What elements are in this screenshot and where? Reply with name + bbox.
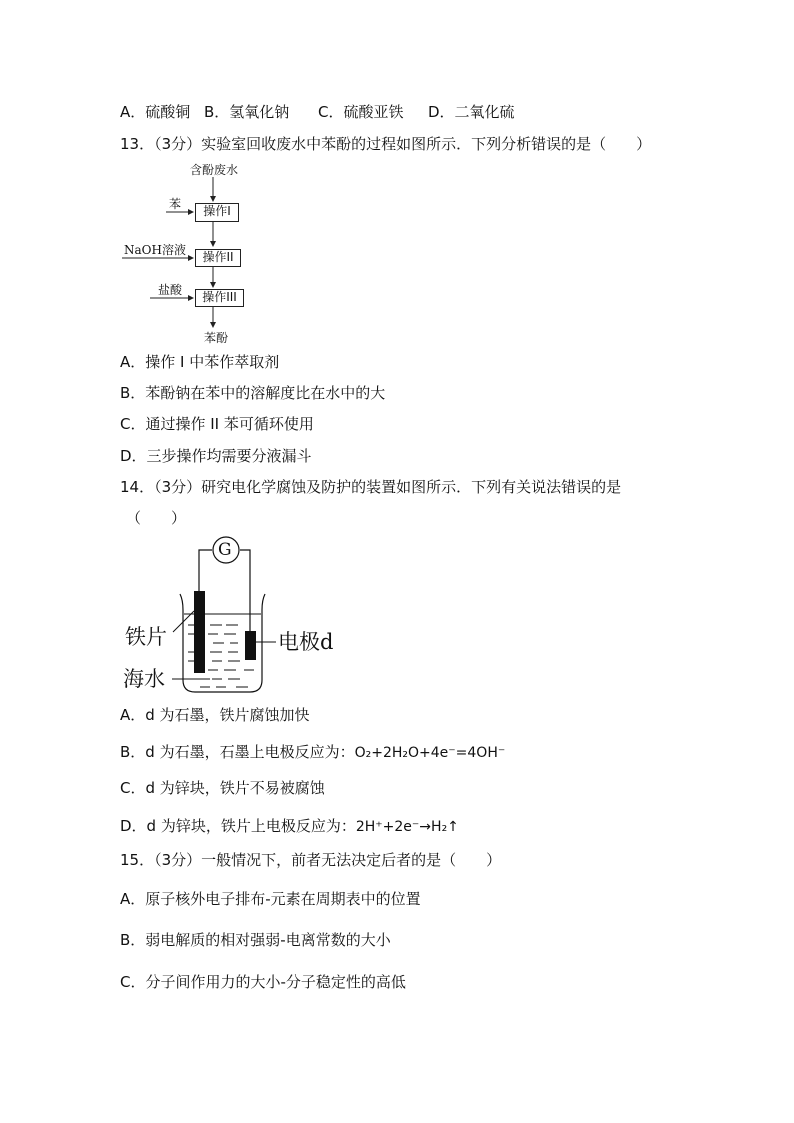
flow-reagent-benzene: 苯 xyxy=(169,197,182,211)
flow-output-phenol: 苯酚 xyxy=(204,331,229,345)
q14-option-b-equation: O₂+2H₂O+4e⁻=4OH⁻ xyxy=(354,745,506,761)
q15-stem: 15．（3分）一般情况下，前者无法决定后者的是（ ） xyxy=(120,851,502,869)
q12-option-c: C．硫酸亚铁 xyxy=(318,103,404,121)
q14-option-c: C．d 为锌块，铁片不易被腐蚀 xyxy=(120,779,325,797)
q12-option-d: D．二氧化硫 xyxy=(428,103,515,121)
q12-option-a: A．硫酸铜 xyxy=(120,103,191,121)
q14-option-b xyxy=(120,742,505,763)
flow-reagent-naoh: NaOH溶液 xyxy=(124,243,186,257)
q12-option-b: B．氢氧化钠 xyxy=(204,103,290,121)
iron-plate xyxy=(194,591,205,673)
q15-option-c: C．分子间作用力的大小-分子稳定性的高低 xyxy=(120,973,406,991)
q14-option-d-equation: 2H⁺+2e⁻→H₂↑ xyxy=(355,819,459,835)
q14-stem-line2: （ ） xyxy=(126,509,187,527)
q15-option-b: B．弱电解质的相对强弱-电离常数的大小 xyxy=(120,931,391,949)
iron-plate-label: 铁片 xyxy=(125,625,167,649)
q13-option-b: B．苯酚钠在苯中的溶解度比在水中的大 xyxy=(120,384,386,402)
q14-option-a: A．d 为石墨，铁片腐蚀加快 xyxy=(120,706,310,724)
q14-stem-line1: 14．（3分）研究电化学腐蚀及防护的装置如图所示．下列有关说法错误的是 xyxy=(120,478,622,496)
flow-op3-box: 操作III xyxy=(195,289,244,307)
q13-option-a: A．操作 I 中苯作萃取剂 xyxy=(120,353,280,371)
flow-reagent-hcl: 盐酸 xyxy=(158,283,183,297)
q14-option-d-text: D．d 为锌块，铁片上电极反应为： xyxy=(120,817,356,835)
q14-option-d xyxy=(120,816,459,837)
electrode-d-label: 电极d xyxy=(278,630,334,654)
flow-op1-box: 操作I xyxy=(195,203,239,222)
q14-option-b-text: B．d 为石墨，石墨上电极反应为： xyxy=(120,743,355,761)
flow-op2-box: 操作II xyxy=(195,249,241,267)
flow-input-wastewater: 含酚废水 xyxy=(190,163,239,177)
q13-stem: 13．（3分）实验室回收废水中苯酚的过程如图所示．下列分析错误的是（ ） xyxy=(120,135,652,153)
q13-option-d: D．三步操作均需要分液漏斗 xyxy=(120,447,312,465)
q13-option-c: C．通过操作 II 苯可循环使用 xyxy=(120,415,314,433)
seawater-label: 海水 xyxy=(123,667,165,691)
q15-option-a: A．原子核外电子排布-元素在周期表中的位置 xyxy=(120,890,421,908)
galvanometer-label: G xyxy=(218,540,232,560)
electrode-d xyxy=(245,631,256,660)
